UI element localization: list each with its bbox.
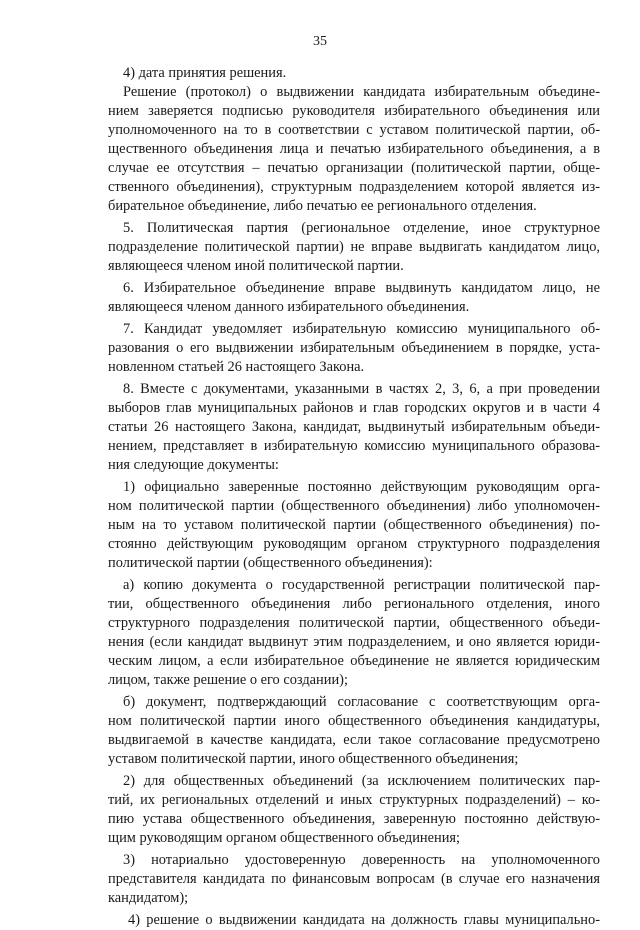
text-line: стоянно действующим руководящим органом структурного подразделения [108, 536, 600, 552]
text-line: 7. Кандидат уведомляет избирательную комиссию муниципального об- [123, 321, 600, 337]
text-line: лицом, также решение о его создании); [108, 672, 348, 688]
text-line: щим руководящим органом общественного объединения; [108, 830, 461, 846]
text-line: ственного объединения), структурным подразделением которой является из- [108, 179, 600, 195]
text-line: тий, их региональных отделений и иных структурных подразделений) – ко- [108, 792, 600, 808]
text-line: ном политической партии (общественного объединения) либо уполномочен- [108, 498, 600, 514]
text-line: статьи 26 настоящего Закона, кандидат, выдвинутый избирательным объеди- [108, 419, 600, 435]
text-line: выдвигаемой в качестве кандидата, если такое согласование предусмотрено [108, 732, 600, 748]
text-line: нием заверяется подписью руководителя избирательного объединения или [108, 103, 600, 119]
text-line: подразделение политической партии) не вправе выдвигать кандидатом лицо, [108, 239, 600, 255]
text-line: структурного подразделения политической партии, общественного объеди- [108, 615, 600, 631]
text-line: 1) официально заверенные постоянно действующим руководящим орга- [123, 479, 600, 495]
text-line: уполномоченного на то в соответствии с уставом политической партии, об- [108, 122, 600, 138]
text-line: являющееся членом иной политической партии. [108, 258, 404, 274]
text-line: 5. Политическая партия (региональное отделение, иное структурное [123, 220, 600, 236]
text-line: представителя кандидата по финансовым вопросам (в случае его назначения [108, 871, 600, 887]
text-line: являющееся членом данного избирательного объединения. [108, 299, 470, 315]
text-line: уставом политической партии, иного общественного объединения; [108, 751, 519, 767]
text-line: а) копию документа о государственной регистрации политической пар- [123, 577, 600, 593]
text-line: политической партии (общественного объединения): [108, 555, 433, 571]
text-line: разования о его выдвижении избирательным объединением в порядке, уста- [108, 340, 600, 356]
text-line: новленном статьей 26 настоящего Закона. [108, 359, 365, 375]
text-line: пию устава общественного объединения, заверенную постоянно действую- [108, 811, 600, 827]
text-line: 3) нотариально удостоверенную доверенность на уполномоченного [123, 852, 600, 868]
text-line: ния следующие документы: [108, 457, 279, 473]
text-line: нением, представляет в избирательную комиссию муниципального образова- [108, 438, 600, 454]
text-line: ческим лицом, а если избирательное объединение не является юридическим [108, 653, 600, 669]
text-line: выборов глав муниципальных районов и глав городских округов и в части 4 [108, 400, 600, 416]
text-line: 8. Вместе с документами, указанными в частях 2, 3, 6, а при проведении [123, 381, 600, 397]
document-body [108, 64, 600, 930]
text-line: 4) решение о выдвижении кандидата на должность главы муниципально- [128, 912, 600, 928]
text-line: 4) дата принятия решения. [123, 65, 287, 81]
page-number: 35 [313, 34, 327, 49]
text-line: Решение (протокол) о выдвижении кандидата избирательным объедине- [123, 84, 600, 100]
text-line: случае ее отсутствия – печатью организации (политической партии, обще- [108, 160, 600, 176]
text-line: щественного объединения лица и печатью избирательного объединения, а в [108, 141, 600, 157]
text-line: бирательное объединение, либо печатью ее регионального отделения. [108, 198, 537, 214]
text-line: 2) для общественных объединений (за исключением политических пар- [123, 773, 600, 789]
text-line: 6. Избирательное объединение вправе выдвинуть кандидатом лицо, не [123, 280, 600, 296]
text-line: кандидатом); [108, 890, 189, 906]
text-line: ном политической партии иного общественного объединения кандидатуры, [108, 713, 600, 729]
text-line: ным на то уставом политической партии (общественного объединения) по- [108, 517, 600, 533]
text-line: нения (если кандидат выдвинут этим подразделением, и оно является юриди- [108, 634, 600, 650]
text-line: б) документ, подтверждающий согласование с соответствующим орга- [123, 694, 600, 710]
text-line: тии, общественного объединения либо регионального отделения, иного [108, 596, 600, 612]
